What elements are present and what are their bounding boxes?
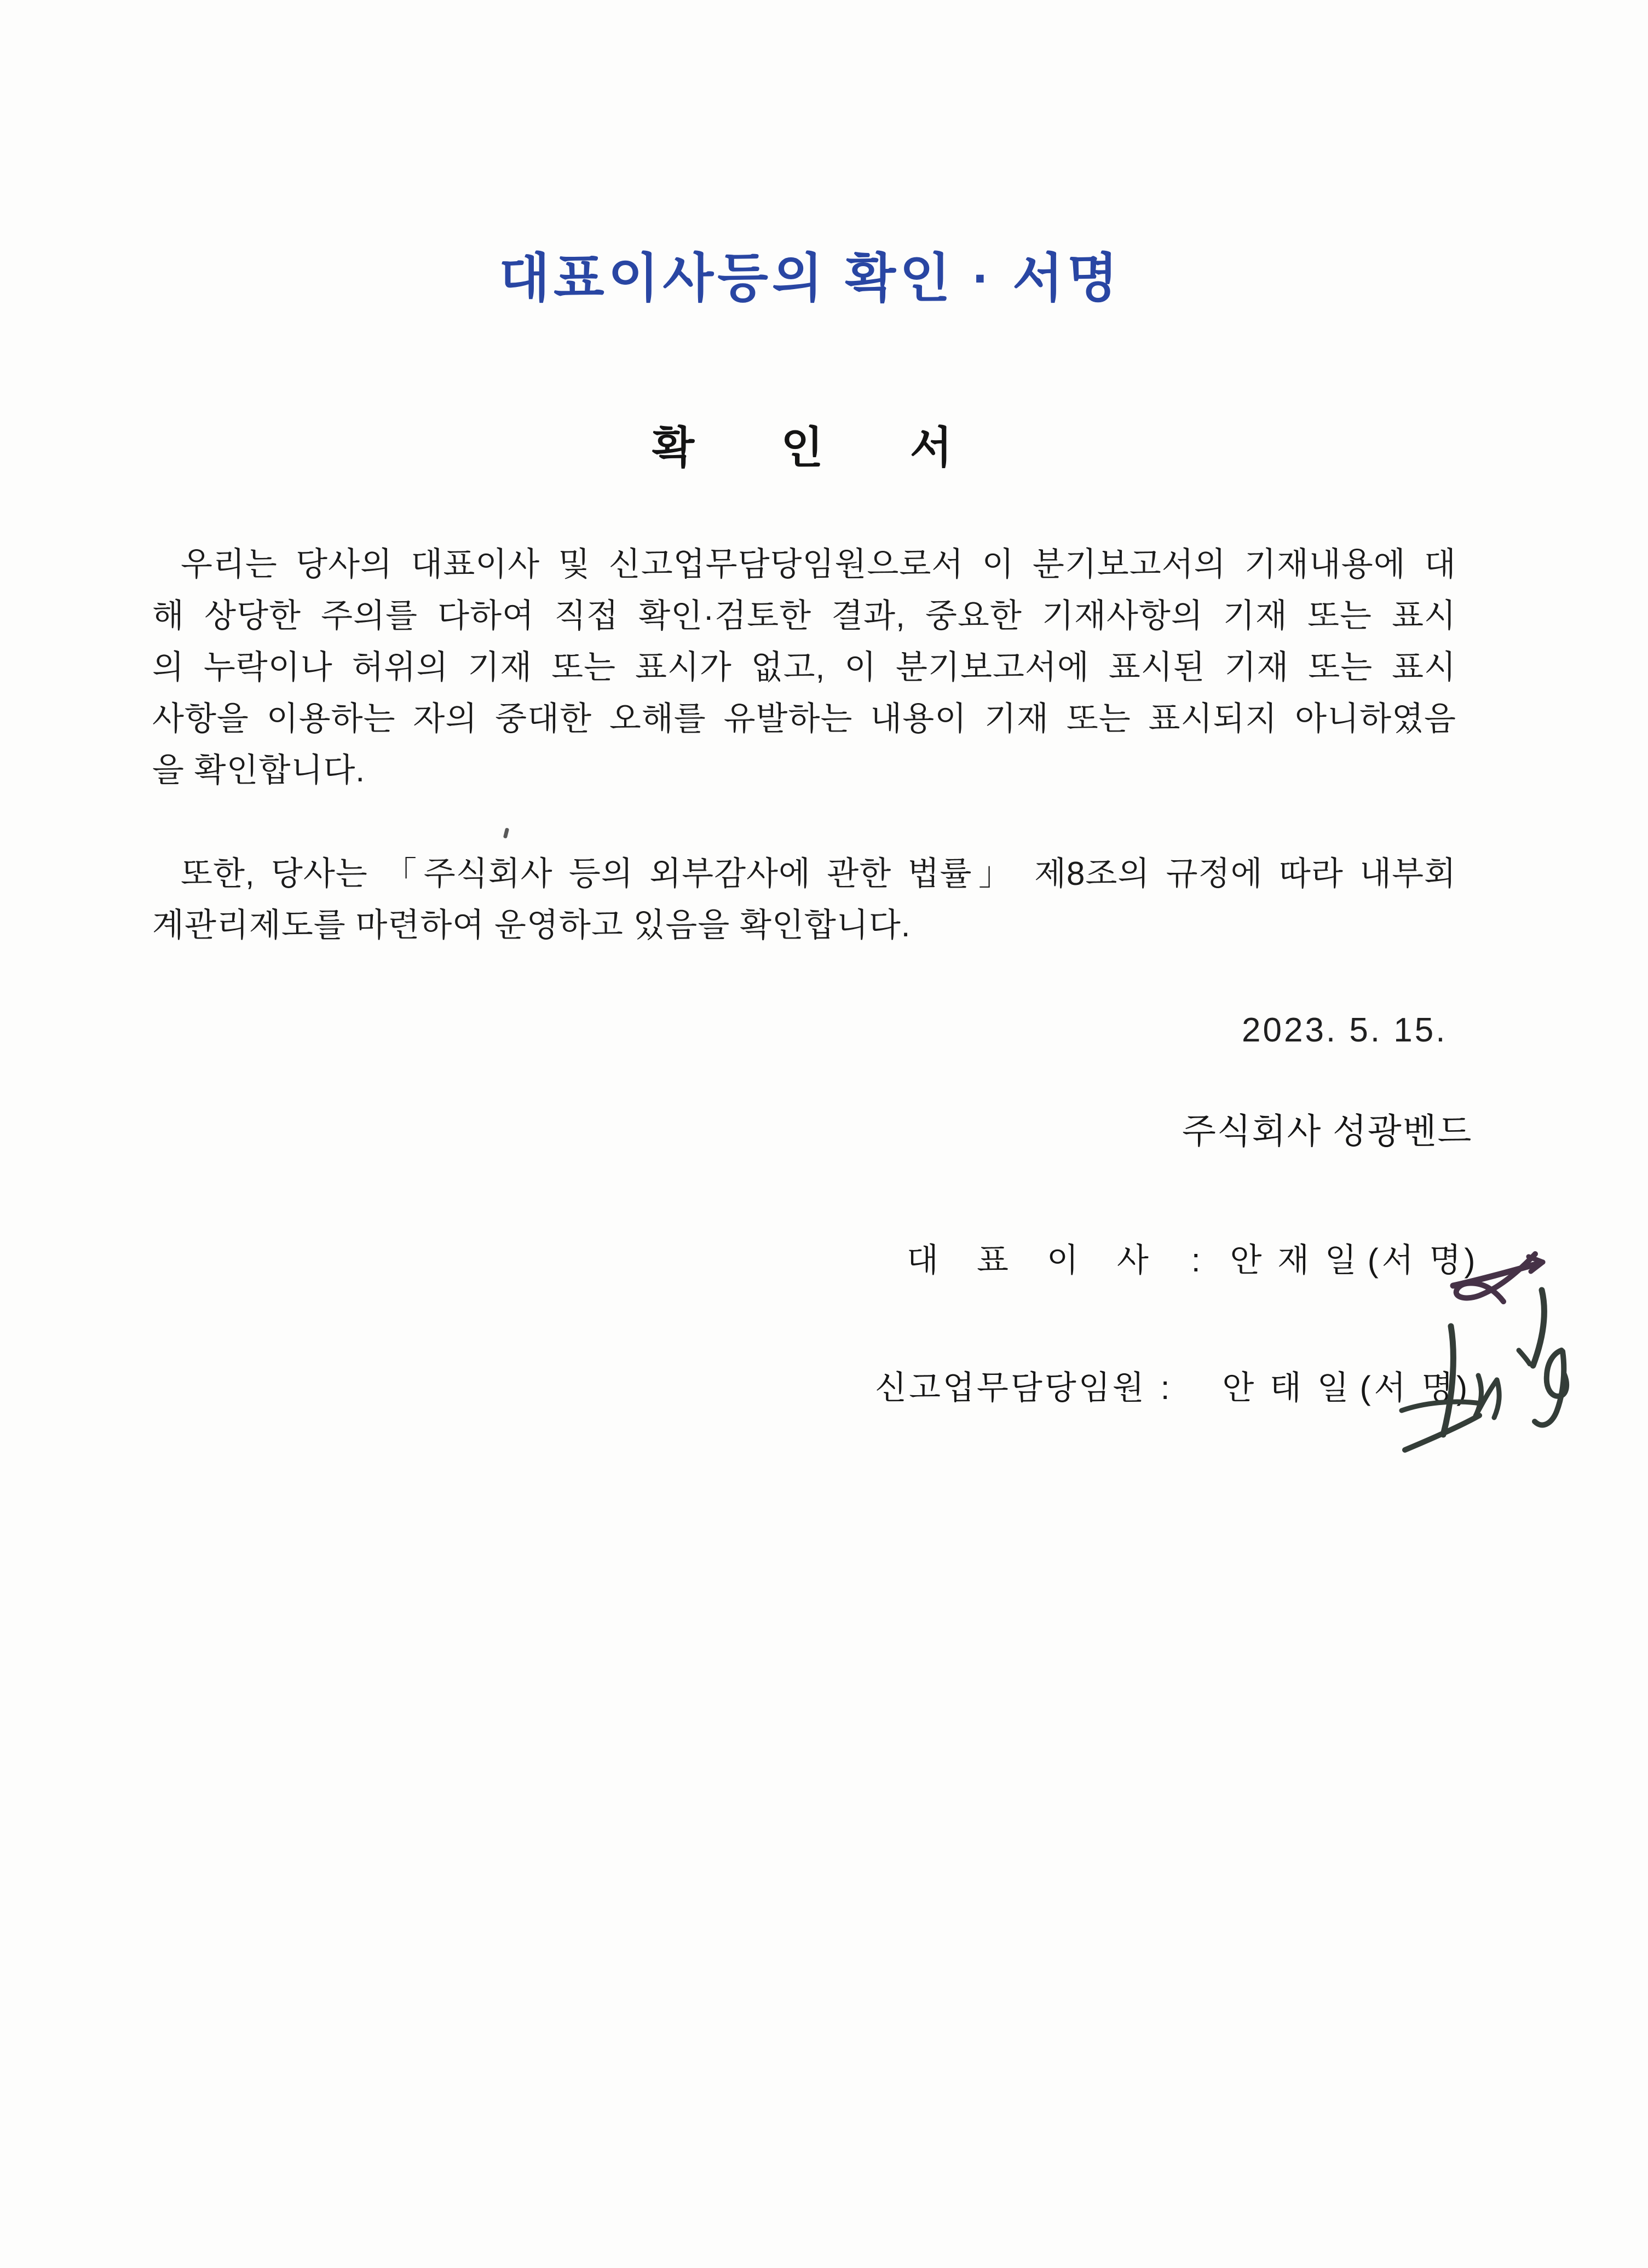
paragraph-line: 또한, 당사는 「주식회사 등의 외부감사에 관한 법률」 제8조의 규정에 따라 내부회 xyxy=(181,855,1456,892)
officer-role-label: 신고업무담당임원 xyxy=(875,1369,1146,1406)
company-name: 주식회사 성광벤드 xyxy=(1182,1112,1473,1151)
confirmation-heading: 확 인 서 xyxy=(652,423,990,472)
paragraph-line: 을 확인합니다. xyxy=(152,752,366,788)
ceo-colon: : xyxy=(1191,1242,1201,1279)
scan-smudge xyxy=(1321,616,1326,621)
paragraph-line: 사항을 이용하는 자의 중대한 오해를 유발하는 내용이 기재 또는 표시되지 아니하였음 xyxy=(152,700,1456,737)
paragraph-1 xyxy=(152,539,1456,796)
paragraph-2 xyxy=(152,848,1456,951)
paragraph-line: 우리는 당사의 대표이사 및 신고업무담당임원으로서 이 분기보고서의 기재내용에 대 xyxy=(181,546,1456,583)
ceo-role-label: 대표이사 xyxy=(907,1242,1187,1279)
ceo-name: 안 재 일 xyxy=(1230,1242,1360,1279)
paragraph-line: 계관리제도를 마련하여 운영하고 있음을 확인합니다. xyxy=(152,907,911,943)
ceo-signature-note: (서 명) xyxy=(1367,1242,1479,1279)
scan-smudge xyxy=(471,860,475,864)
officer-colon: : xyxy=(1160,1369,1170,1406)
officer-signer-row xyxy=(875,1369,1471,1406)
paragraph-line: 의 누락이나 허위의 기재 또는 표시가 없고, 이 분기보고서에 표시된 기재 또는 표시 xyxy=(152,649,1456,686)
scan-speck xyxy=(503,827,509,838)
ceo-signer-row xyxy=(907,1244,1478,1277)
document-date: 2023. 5. 15. xyxy=(1242,1011,1448,1049)
paragraph-line: 해 상당한 주의를 다하여 직접 확인·검토한 결과, 중요한 기재사항의 기재 또는 표시 xyxy=(152,597,1456,634)
officer-name: 안 태 일 xyxy=(1222,1369,1352,1406)
page-title: 대표이사등의 확인 · 서명 xyxy=(499,249,1122,308)
officer-signature-note: (서 명) xyxy=(1359,1369,1471,1406)
